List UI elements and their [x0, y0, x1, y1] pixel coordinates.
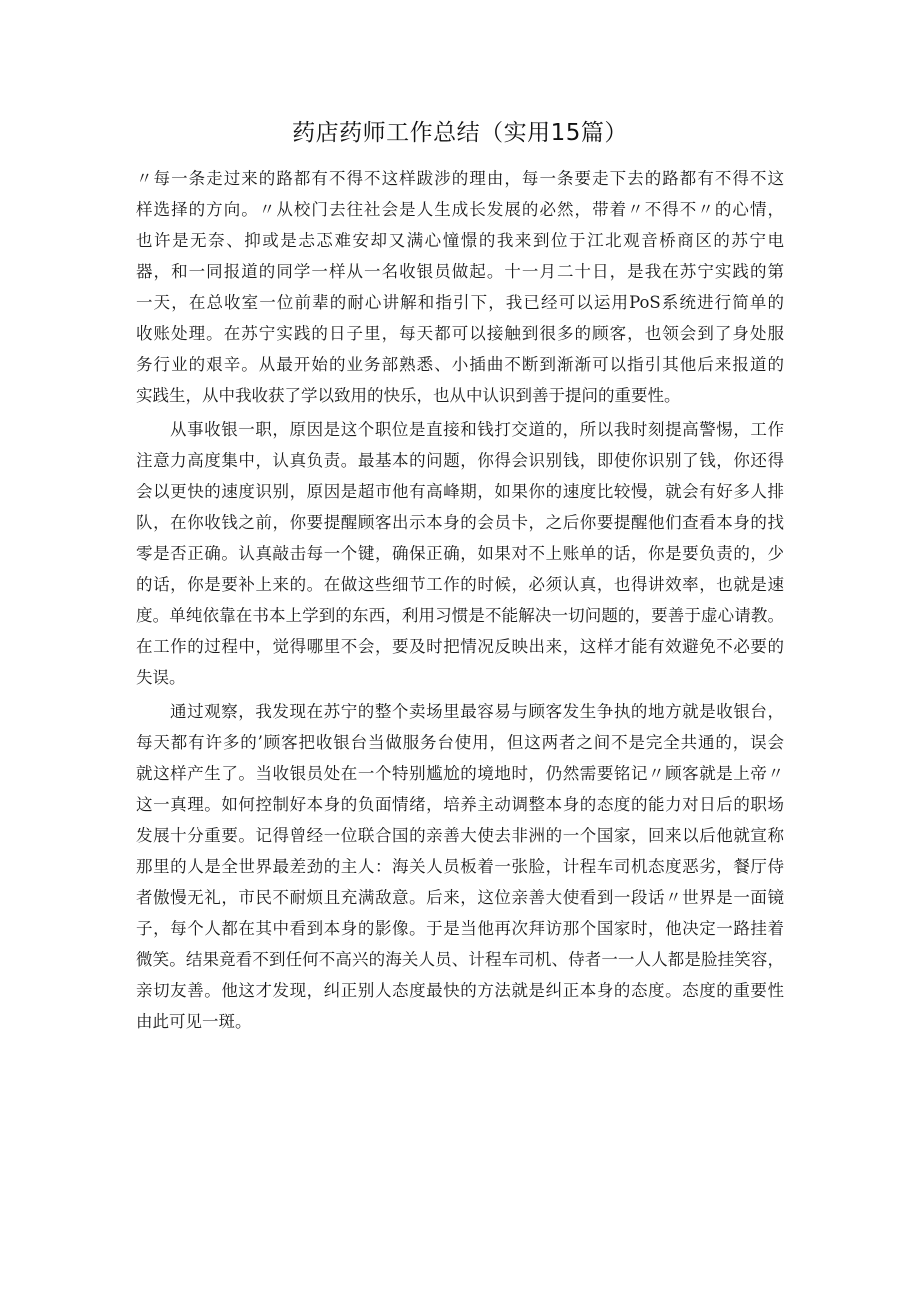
paragraph-1-line-2: 样选择的方向。〃从校门去往社会是人生成长发展的必然，带着〃不得不〃的心情，	[136, 200, 784, 219]
paragraph-2-line-3: 会以更快的速度识别，原因是超市他有高峰期，如果你的速度比较慢，就会有好多人排	[136, 482, 784, 501]
paragraph-2-line-4: 队，在你收钱之前，你要提醒顾客出示本身的会员卡，之后你要提醒他们查看本身的找	[136, 513, 784, 532]
paragraph-1-line-6: 收账处理。在苏宁实践的日子里，每天都可以接触到很多的顾客，也领会到了身处服	[136, 324, 784, 343]
paragraph-3-line-8: 子，每个人都在其中看到本身的影像。于是当他再次拜访那个国家时，他决定一路挂着	[136, 919, 784, 938]
paragraph-3-line-9: 微笑。结果竟看不到任何不高兴的海关人员、计程车司机、侍者一一人人都是脸挂笑容，	[136, 950, 784, 969]
paragraph-1-line-4: 器，和一同报道的同学一样从一名收银员做起。十一月二十日，是我在苏宁实践的第	[136, 262, 784, 281]
paragraph-3-line-3: 就这样产生了。当收银员处在一个特别尴尬的境地时，仍然需要铭记〃顾客就是上帝〃	[136, 764, 784, 783]
paragraph-2-line-1: 从事收银一职，原因是这个职位是直接和钱打交道的，所以我时刻提高警惕，工作	[170, 420, 784, 439]
paragraph-3-line-7: 者傲慢无礼，市民不耐烦且充满敌意。后来，这位亲善大使看到一段话〃世界是一面镜	[136, 888, 784, 907]
paragraph-3-line-4: 这一真理。如何控制好本身的负面情绪，培养主动调整本身的态度的能力对日后的职场	[136, 795, 784, 814]
paragraph-3-line-6: 那里的人是全世界最差劲的主人：海关人员板着一张脸，计程车司机态度恶劣，餐厅侍	[136, 857, 784, 876]
paragraph-3-line-2: 每天都有许多的’顾客把收银台当做服务台使用，但这两者之间不是完全共通的，误会	[136, 733, 784, 752]
paragraph-1-line-8: 实践生，从中我收获了学以致用的快乐，也从中认识到善于提问的重要性。	[136, 386, 681, 405]
paragraph-2-line-9: 失误。	[136, 668, 186, 687]
paragraph-2-line-6: 的话，你是要补上来的。在做这些细节工作的时候，必须认真，也得讲效率，也就是速	[136, 575, 784, 594]
paragraph-3-line-1: 通过观察，我发现在苏宁的整个卖场里最容易与顾客发生争执的地方就是收银台，	[170, 702, 784, 721]
paragraph-2-line-7: 度。单纯依靠在书本上学到的东西，利用习惯是不能解决一切问题的，要善于虚心请教。	[136, 606, 784, 625]
document-title: 药店药师工作总结（实用15篇）	[292, 120, 628, 146]
paragraph-3-line-5: 发展十分重要。记得曾经一位联合国的亲善大使去非洲的一个国家，回来以后他就宣称	[136, 826, 784, 845]
paragraph-1-line-7: 务行业的艰辛。从最开始的业务部熟悉、小插曲不断到渐渐可以指引其他后来报道的	[136, 355, 784, 374]
paragraph-3-line-10: 亲切友善。他这才发现，纠正别人态度最快的方法就是纠正本身的态度。态度的重要性	[136, 981, 784, 1000]
paragraph-2-line-5: 零是否正确。认真敲击每一个键，确保正确，如果对不上账单的话，你是要负责的，少	[136, 544, 784, 563]
paragraph-1-line-3: 也许是无奈、抑或是忐忑难安却又满心憧憬的我来到位于江北观音桥商区的苏宁电	[136, 231, 784, 250]
paragraph-1-line-5: 一天，在总收室一位前辈的耐心讲解和指引下，我已经可以运用PoS系统进行简单的	[136, 293, 784, 312]
paragraph-3-line-11: 由此可见一斑。	[136, 1012, 252, 1031]
paragraph-2-line-8: 在工作的过程中，觉得哪里不会，要及时把情况反映出来，这样才能有效避免不必要的	[136, 637, 784, 656]
paragraph-2-line-2: 注意力高度集中，认真负责。最基本的问题，你得会识别钱，即使你识别了钱，你还得	[136, 451, 784, 470]
paragraph-1-line-1: 〃每一条走过来的路都有不得不这样跋涉的理由，每一条要走下去的路都有不得不这	[136, 169, 784, 188]
